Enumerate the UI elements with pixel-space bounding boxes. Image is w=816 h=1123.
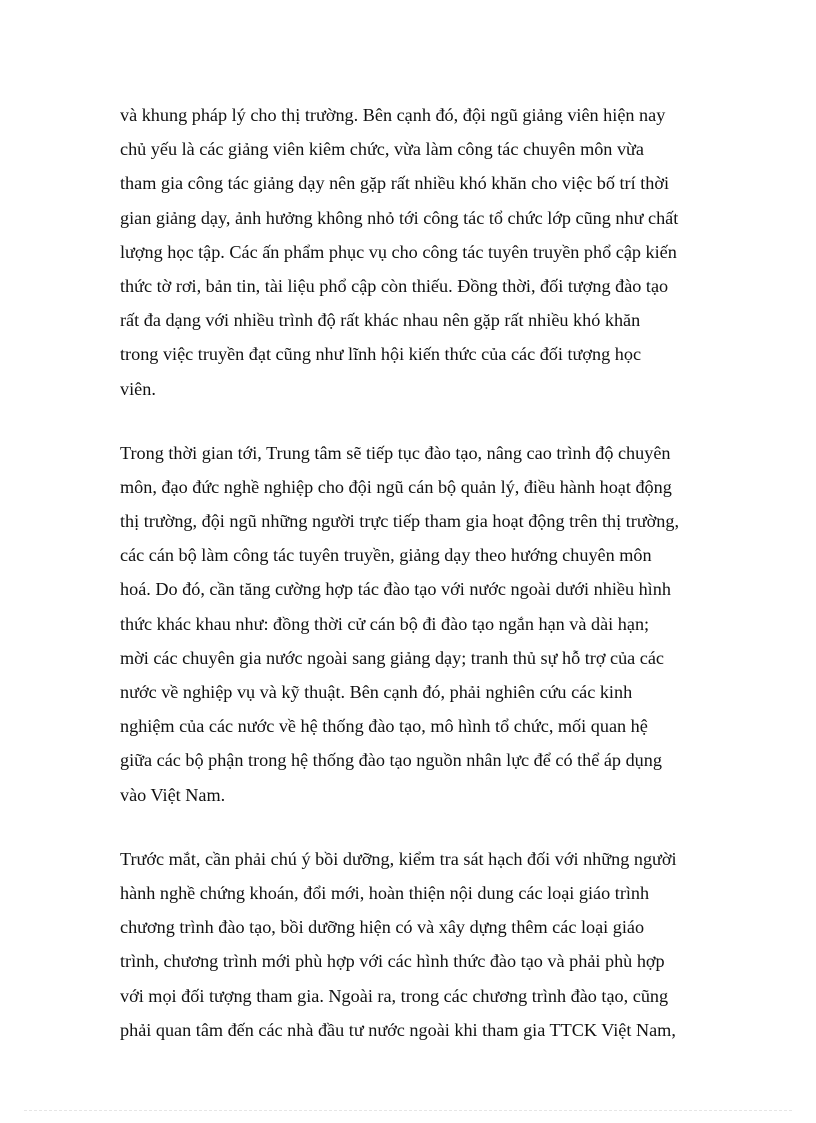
paragraph-1 — [120, 98, 700, 406]
text-line: các cán bộ làm công tác tuyên truyền, giảng dạy theo hướng chuyên môn — [120, 545, 652, 566]
text-line: Trước mắt, cần phải chú ý bồi dưỡng, kiểm tra sát hạch đối với những người — [120, 848, 677, 869]
text-line: giữa các bộ phận trong hệ thống đào tạo nguồn nhân lực để có thể áp dụng — [120, 750, 662, 771]
text-line: và khung pháp lý cho thị trường. Bên cạnh đó, đội ngũ giảng viên hiện nay — [120, 105, 666, 125]
paragraph-3 — [120, 842, 700, 1047]
document-body — [120, 98, 700, 1077]
text-line: trình, chương trình mới phù hợp với các hình thức đào tạo và phải phù hợp — [120, 951, 665, 972]
text-line: Trong thời gian tới, Trung tâm sẽ tiếp tục đào tạo, nâng cao trình độ chuyên — [120, 442, 671, 463]
paragraph-2 — [120, 436, 700, 812]
text-line: mời các chuyên gia nước ngoài sang giảng dạy; tranh thủ sự hỗ trợ của các — [120, 647, 664, 668]
text-line: tham gia công tác giảng dạy nên gặp rất nhiều khó khăn cho việc bố trí thời — [120, 173, 670, 194]
text-line: gian giảng dạy, ảnh hưởng không nhỏ tới công tác tổ chức lớp cũng như chất — [120, 207, 679, 228]
text-line: viên. — [120, 378, 156, 399]
text-line: rất đa dạng với nhiều trình độ rất khác nhau nên gặp rất nhiều khó khăn — [120, 310, 641, 331]
text-line: thức khác khau như: đồng thời cử cán bộ đi đào tạo ngắn hạn và dài hạn; — [120, 613, 650, 634]
text-line: chủ yếu là các giảng viên kiêm chức, vừa làm công tác chuyên môn vừa — [120, 139, 644, 160]
text-line: vào Việt Nam. — [120, 784, 226, 805]
text-line: hoá. Do đó, cần tăng cường hợp tác đào tạo với nước ngoài dưới nhiều hình — [120, 579, 671, 600]
text-line: môn, đạo đức nghề nghiệp cho đội ngũ cán bộ quản lý, điều hành hoạt động — [120, 476, 672, 497]
text-line: trong việc truyền đạt cũng như lĩnh hội kiến thức của các đối tượng học — [120, 344, 642, 365]
text-line: thị trường, đội ngũ những người trực tiếp tham gia hoạt động trên thị trường, — [120, 511, 680, 532]
text-line: phải quan tâm đến các nhà đầu tư nước ngoài khi tham gia TTCK Việt Nam, — [120, 1019, 676, 1040]
text-line: nước về nghiệp vụ và kỹ thuật. Bên cạnh đó, phải nghiên cứu các kinh — [120, 682, 633, 702]
text-line: thức tờ rơi, bản tin, tài liệu phổ cập còn thiếu. Đồng thời, đối tượng đào tạo — [120, 275, 669, 296]
page-bottom-divider — [24, 1110, 792, 1111]
text-line: hành nghề chứng khoán, đổi mới, hoàn thiện nội dung các loại giáo trình — [120, 882, 650, 903]
text-line: chương trình đào tạo, bồi dưỡng hiện có và xây dựng thêm các loại giáo — [120, 917, 645, 938]
text-line: lượng học tập. Các ấn phẩm phục vụ cho công tác tuyên truyền phổ cập kiến — [120, 241, 677, 262]
text-line: với mọi đối tượng tham gia. Ngoài ra, trong các chương trình đào tạo, cũng — [120, 985, 669, 1006]
text-line: nghiệm của các nước về hệ thống đào tạo, mô hình tổ chức, mối quan hệ — [120, 716, 648, 737]
